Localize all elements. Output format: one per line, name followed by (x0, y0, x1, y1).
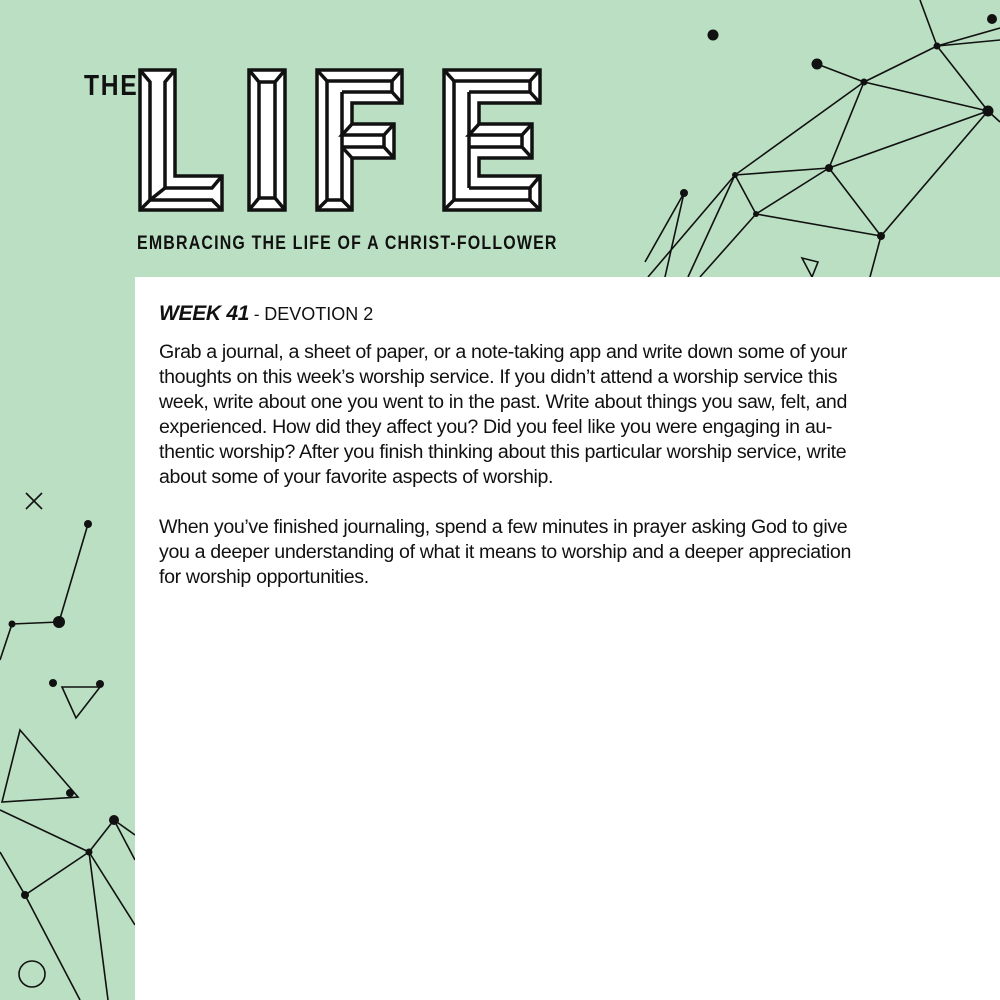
devotion-paragraph-2: When you’ve finished journaling, spend a few minutes in prayer asking God to give you a deeper understanding of what it means to worship and a deeper appreciation for worship opportunities. (159, 516, 852, 588)
devotion-paragraph-1: Grab a journal, a sheet of paper, or a note-taking app and write down some of your thoughts on this week’s worship service. If you didn’t attend a worship service this week, write about one you went to in the past. Write about things you saw, felt, and experienced. How did they affect you? Did you feel like you were engaging in au- thentic worship? After you finish thinking about this particular worship service, write about some of your favorite aspects of worship. (159, 341, 848, 488)
devotion-panel (135, 277, 1000, 1000)
devotion-body (159, 340, 979, 615)
heading-separator: - (249, 305, 265, 324)
week-label: WEEK 41 (159, 302, 250, 325)
devotion-label: DEVOTION 2 (264, 304, 374, 324)
logo-the-label: THE (84, 70, 139, 102)
tagline: EMBRACING THE LIFE OF A CHRIST-FOLLOWER (137, 233, 558, 254)
devotion-heading (159, 302, 373, 326)
life-logo (138, 68, 544, 214)
